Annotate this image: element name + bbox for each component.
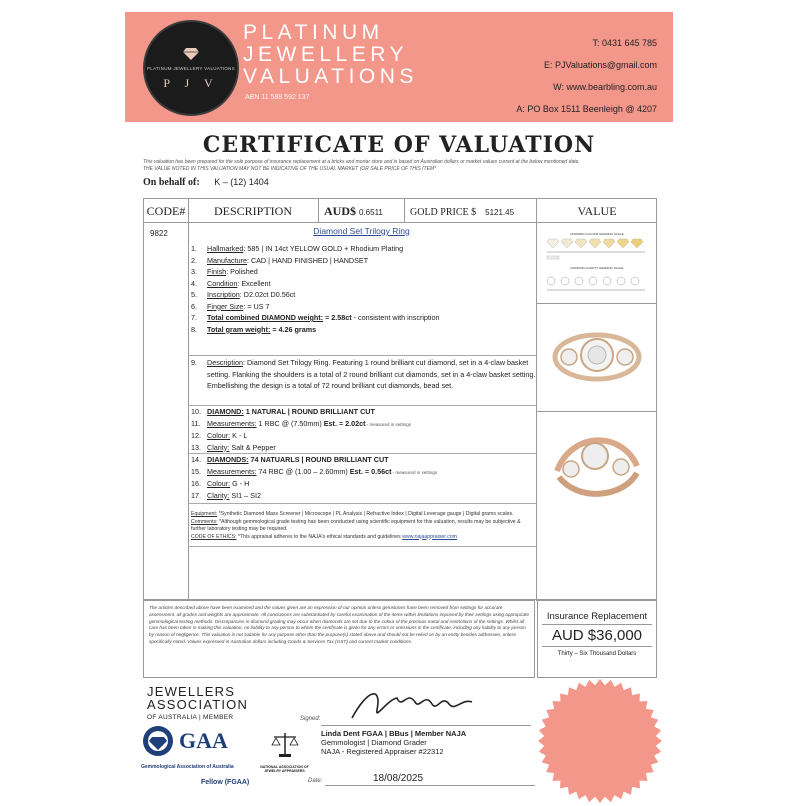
gaa-logo [141, 724, 251, 786]
divider [404, 199, 405, 223]
valuation-table [143, 198, 657, 600]
description-block [191, 357, 536, 392]
seal-stamp [535, 676, 665, 806]
brand-line: JEWELLERY [243, 43, 408, 66]
abn-number: ABN 11 588 592 137 [245, 94, 310, 101]
ring-image [537, 411, 657, 521]
divider [188, 199, 189, 601]
list-item: 16. Colour: G - H [191, 479, 250, 488]
item-name: Diamond Set Trilogy Ring [313, 226, 410, 236]
gaa-emblem-icon [141, 724, 175, 758]
insurance-box [537, 600, 657, 678]
diamond-2-block [191, 454, 536, 501]
svg-text:DIAMOND COLOUR GRADING SCALE: DIAMOND COLOUR GRADING SCALE [570, 232, 624, 236]
scales-icon [270, 730, 300, 758]
disclaimer-text: The articles described above have been examined and the values given are an expression of our opinion unless gemstones have been removed from settings for accurate assessment, all grades and weights are approximate. All conclusions are substantiated by careful examination of the items within limitations imposed by their settings using appropriate gemmological testing methods. Discrepancies in diamond grading may occur when diamonds are set due to the colour of the precious metal and restrictions of the settings. Whilst all care has been taken in making this valuation, no liability to any person to whom the certificate is given for any errors or omissions in the certificate, including any liability to any person by reason of negligence. This valuation is not suitable for any purpose other than the purpose(s) stated above and should not be relied on by an entity besides addressee, unless specifically noted. Values expressed in Australian dollars including Goods & Services Tax (GST) and current market conditions. [143, 600, 535, 678]
col-header-description: DESCRIPTION [188, 199, 318, 223]
col-header-value: VALUE [537, 199, 657, 223]
gaa-text: GAA [179, 728, 228, 753]
list-item: 10. DIAMOND: 1 NATURAL | ROUND BRILLIANT CUT [191, 407, 375, 416]
logo-initials: P J V [163, 76, 219, 90]
row-separator [188, 503, 536, 504]
aud-label: AUD$ [324, 204, 356, 218]
signature-line [321, 725, 531, 726]
aud-value: 0.6511 [359, 208, 383, 217]
insurance-label: Insurance Replacement [546, 611, 648, 622]
company-logo [143, 20, 239, 116]
row-separator [188, 355, 536, 356]
naja-text: NATIONAL ASSOCIATION OF JEWELRY APPRAISERS [260, 765, 309, 773]
brand-line: PLATINUM [243, 21, 384, 44]
ja-line: ASSOCIATION [147, 697, 249, 712]
date-value: 18/08/2025 [373, 773, 424, 784]
grading-scale-graphic [537, 223, 657, 303]
ring-photo-side [537, 411, 657, 521]
diamond-1-block [191, 406, 536, 453]
naja-logo [257, 730, 312, 773]
brand-name [243, 22, 418, 88]
gold-label: GOLD PRICE $ [410, 207, 477, 218]
notes-block [191, 511, 536, 541]
ja-line: JEWELLERS [147, 684, 236, 699]
signer-details [321, 729, 466, 756]
signer-name: Linda Dent FGAA | BBus | Member NAJA [321, 729, 467, 738]
on-behalf-of [143, 177, 269, 188]
gaa-fellow: Fellow (FGAA) [201, 779, 250, 786]
behalf-value: K – (12) 1404 [214, 177, 269, 187]
list-item: 4. Condition: Excellent [191, 278, 271, 288]
list-item: 12. Colour: K - L [191, 431, 248, 440]
ring-image [537, 303, 657, 411]
list-item: 5. Inscription: D2.02ct D0.56ct [191, 290, 296, 299]
gaa-subtext: Gemmological Association of Australia [141, 764, 234, 770]
date-line [325, 785, 535, 786]
divider [318, 199, 319, 223]
header-banner [125, 12, 673, 122]
intro-text [143, 159, 663, 173]
grading-charts [537, 223, 657, 304]
ja-subline: OF AUSTRALIA | MEMBER [147, 714, 234, 721]
list-item: 7. Total combined DIAMOND weight: = 2.58ct - consistent with inscription [191, 313, 440, 322]
equipment-note: Equipment: *Synthetic Diamond Mass Screener | Microscope | PL Analysis | Refractive Index | Digital Leverage gauge | Digital grams scales. [191, 511, 514, 517]
list-item: 14. DIAMONDS: 74 NATUARLS | ROUND BRILLIANT CUT [191, 455, 389, 464]
ethics-note: CODE OF ETHICS: *This appraisal adheres to the NAJA's ethical standards and guidelines www.najaappraiser.com [191, 533, 457, 540]
logo-name-text: PLATINUM JEWELLERY VALUATIONS [146, 66, 236, 71]
comments-note: Comments: *Although gemmological grade testing has been conducted using scientific equipment for this valuation, results may be subjective & further laboratory testing may be required. [191, 518, 521, 532]
brand-line: VALUATIONS [243, 65, 418, 88]
gold-value: 5121.45 [485, 208, 515, 217]
item-code: 9822 [150, 229, 168, 238]
signature-image [347, 680, 487, 724]
col-header-code: CODE# [144, 199, 188, 223]
ring-photo-top [537, 303, 657, 412]
list-item: 15. Measurements: 74 RBC @ (1.00 – 2.60mm) Est. = 0.56ct - measured in settings [191, 466, 438, 476]
list-item: 2. Manufacture: CAD | HAND FINISHED | HANDSET [191, 255, 369, 265]
signed-label: Signed: [300, 716, 321, 722]
list-item: 3. Finish: Polished [191, 267, 258, 276]
intro-line: This valuation has been prepared for the sole purpose of insurance replacement at a bricks and mortar store and is based on Australian dollars or market values current at the below mentioned date. [143, 159, 580, 165]
list-item: 17. Clarity: SI1 – SI2 [191, 490, 261, 500]
certificate-page [125, 12, 673, 790]
col-header-gold-price [404, 199, 537, 223]
item-list [191, 243, 536, 335]
list-item: 1. Hallmarked: 585 | IN 14ct YELLOW GOLD + Rhodium Plating [191, 244, 404, 253]
email-link[interactable]: E: PJValuations@gmail.com [543, 60, 657, 70]
list-item: 13. Clarity: Salt & Pepper [191, 442, 276, 452]
phone-text: T: 0431 645 785 [592, 38, 657, 48]
row-separator [188, 546, 536, 547]
naja-link[interactable]: www.najaappraiser.com [402, 533, 457, 540]
contact-details [516, 32, 657, 120]
diamond-icon [183, 48, 199, 60]
insurance-amount: AUD $36,000 [542, 624, 652, 647]
website-link[interactable]: W: www.bearbling.com.au [553, 82, 657, 92]
list-item: 6. Finger Size: = US 7 [191, 301, 270, 311]
jewellers-association-logo [147, 685, 267, 724]
intro-line: THE VALUE NOTED IN THIS VALUATION MAY NOT BE INDICATIVE OF THE USUAL MARKET (OR SALE PRICE OF THIS ITEM* [143, 166, 437, 172]
address-text: A: PO Box 1511 Beenleigh @ 4207 [516, 104, 657, 114]
col-header-aud [318, 199, 404, 223]
list-item: 9. Description: Diamond Set Trilogy Ring. Featuring 1 round brilliant cut diamond, set in a 4-claw basket setting. Flanking the shoulders is a total of 2 round brilliant cut diamonds, set in a 4-claw basket setting. Embellishing the design is a total of 72 round brilliant cut diamonds, bead set. [191, 358, 536, 390]
date-label: Date: [308, 778, 323, 784]
signer-registration: NAJA - Registered Appraiser #22312 [321, 747, 444, 756]
list-item: 11. Measurements: 1 RBC @ (7.50mm) Est. = 2.02ct - measured in settings [191, 418, 412, 428]
signer-title: Gemmologist | Diamond Grader [321, 738, 427, 747]
insurance-amount-words: Thirty – Six Thousand Dollars [557, 651, 637, 657]
list-item: 8. Total gram weight: = 4.26 grams [191, 324, 317, 334]
behalf-label: On behalf of: [143, 177, 200, 188]
svg-text:DIAMOND CLARITY GRADING SCALE: DIAMOND CLARITY GRADING SCALE [570, 266, 624, 270]
page-title: CERTIFICATE OF VALUATION [202, 132, 596, 158]
